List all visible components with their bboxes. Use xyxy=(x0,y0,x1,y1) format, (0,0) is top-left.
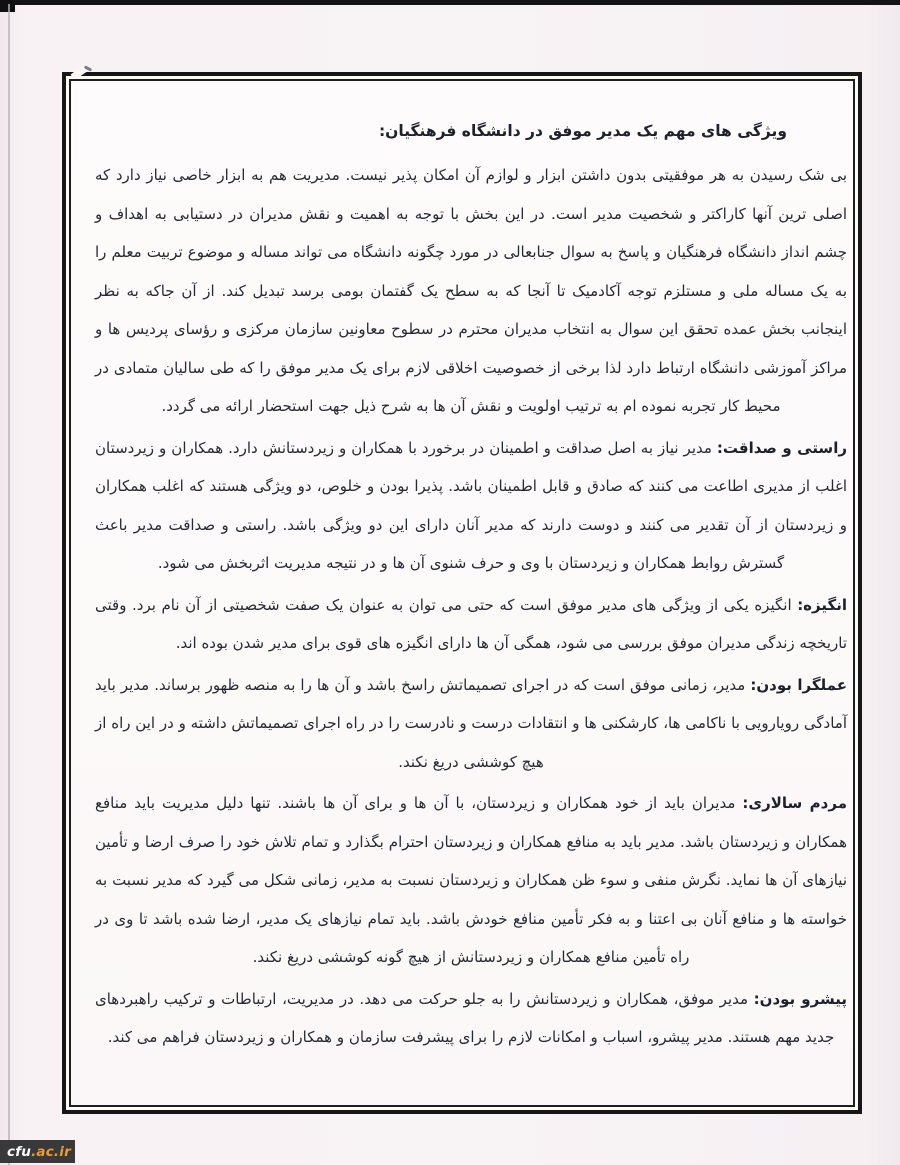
document-border-frame xyxy=(62,72,862,1114)
paragraph-body: مدیران باید از خود همکاران و زیردستان، با آن ها و برای آن ها باشند. تنها دلیل مدیریت باید منافع همکاران و زیردستان باشد. مدیر باید به منافع همکاران و زیردستان احترام بگذارد و تمام تلاش خود را صرف ارضا و تأمین نیازهای آن ها نماید. نگرش منفی و سوء ظن همکاران و زیردستان نسبت به مدیر، زمانی شکل می گیرد که مدیر نسبت به خواسته ها و منافع آنان بی اعتنا و به فکر تأمین منافع خودش باشد. باید تمام نیازهای یک مدیر، ارضا شده باشد تا وی در راه تأمین منافع همکاران و زیردستانش از هیچ گونه کوششی دریغ نکند. xyxy=(95,794,847,966)
paragraph-heading: عملگرا بودن: xyxy=(750,675,847,694)
watermark-prefix: cfu xyxy=(7,1143,32,1160)
paragraph-honesty xyxy=(95,429,847,583)
paragraph-body: انگیزه یکی از ویژگی های مدیر موفق است که حتی می توان به عنوان یک صفت شخصیتی از آن نام برد. وقتی تاریخچه زندگی مدیران موفق بررسی می شود، همگی آن ها دارای انگیزه های قوی برای مدیر شدن بوده اند. xyxy=(95,595,847,652)
cfu-watermark xyxy=(0,1140,75,1163)
paragraph-pragmatism xyxy=(95,666,847,782)
document-inner-frame xyxy=(69,79,855,1107)
document-title: ویژگی های مهم یک مدیر موفق در دانشگاه فرهنگیان: xyxy=(378,122,787,140)
paragraph-body: مدیر موفق، همکاران و زیردستانش را به جلو حرکت می دهد. در مدیریت، ارتباطات و ترکیب راهبردهای جدید مهم هستند. مدیر پیشرو، اسباب و امکانات لازم را برای پیشرفت سازمان و همکاران و زیردستان فراهم می کند. xyxy=(95,989,835,1046)
paragraph-heading: پیشرو بودن: xyxy=(753,989,847,1008)
paragraph-democracy xyxy=(95,784,847,977)
paragraph-body: بی شک رسیدن به هر موفقیتی بدون داشتن ابزار و لوازم آن امکان پذیر نیست. مدیریت هم به ابزار خاصی نیاز دارد که اصلی ترین آنها کاراکتر و شخصیت مدیر است. در این بخش با توجه به اهمیت و نقش مدیران در دستیابی به اهداف و چشم انداز دانشگاه فرهنگیان و پاسخ به سوال جنابعالی در مورد چگونه دانشگاه می تواند مساله و موضوع تربیت معلم را به یک مساله ملی و مستلزم توجه آکادمیک تا آنجا که به سطح یک گفتمان بومی برسد تبدیل کند. از آن جاکه به نظر اینجانب بخش عمده تحقق این سوال به انتخاب مدیران محترم در سطوح معاونین سازمان مرکزی و رؤسای پردیس ها و مراکز آموزشی دانشگاه ارتباط دارد لذا برخی از خصوصیت اخلاقی لازم برای یک مدیر موفق را که طی سالیان متمادی در محیط کار تجربه نموده ام به ترتیب اولویت و نقش آن ها به شرح ذیل جهت استحضار ارائه می گردد. xyxy=(95,166,847,415)
paragraph-heading: انگیزه: xyxy=(797,595,847,614)
scan-edge-top xyxy=(0,0,900,5)
paragraph-motivation xyxy=(95,586,847,663)
scan-edge-left-line xyxy=(8,4,10,1165)
watermark-suffix: .ac.ir xyxy=(31,1143,71,1160)
paragraph-leadership xyxy=(95,980,847,1057)
paragraph-heading: راستی و صداقت: xyxy=(716,438,847,457)
document-content xyxy=(71,81,853,1105)
paragraph-body: مدیر نیاز به اصل صداقت و اطمینان در برخورد با همکاران و زیردستانش دارد. همکاران و زیردستان اغلب از مدیری اطاعت می کنند که صادق و قابل اطمینان باشد. پذیرا بودن و خلوص، دو ویژگی هستند که اغلب همکاران و زیردستان از آن تقدیر می کنند و دوست دارند که مدیر آنان دارای این دو ویژگی باشد. راستی و صداقت مدیر باعث گسترش روابط همکاران و زیردستان با وی و حرف شنوی آن ها و در نتیجه مدیریت اثربخش می شود. xyxy=(95,438,847,572)
paragraph-intro xyxy=(95,156,847,426)
paragraph-heading: مردم سالاری: xyxy=(742,794,847,812)
paragraph-body: مدیر، زمانی موفق است که در اجرای تصمیماتش راسخ باشد و آن ها را به منصه ظهور برساند. مدیر باید آمادگی رویارویی با ناکامی ها، کارشکنی ها و انتقادات درست و نادرست را در راه اجرای تصمیماتش داشته و در این راه از هیچ کوششی دریغ نکند. xyxy=(95,675,847,771)
